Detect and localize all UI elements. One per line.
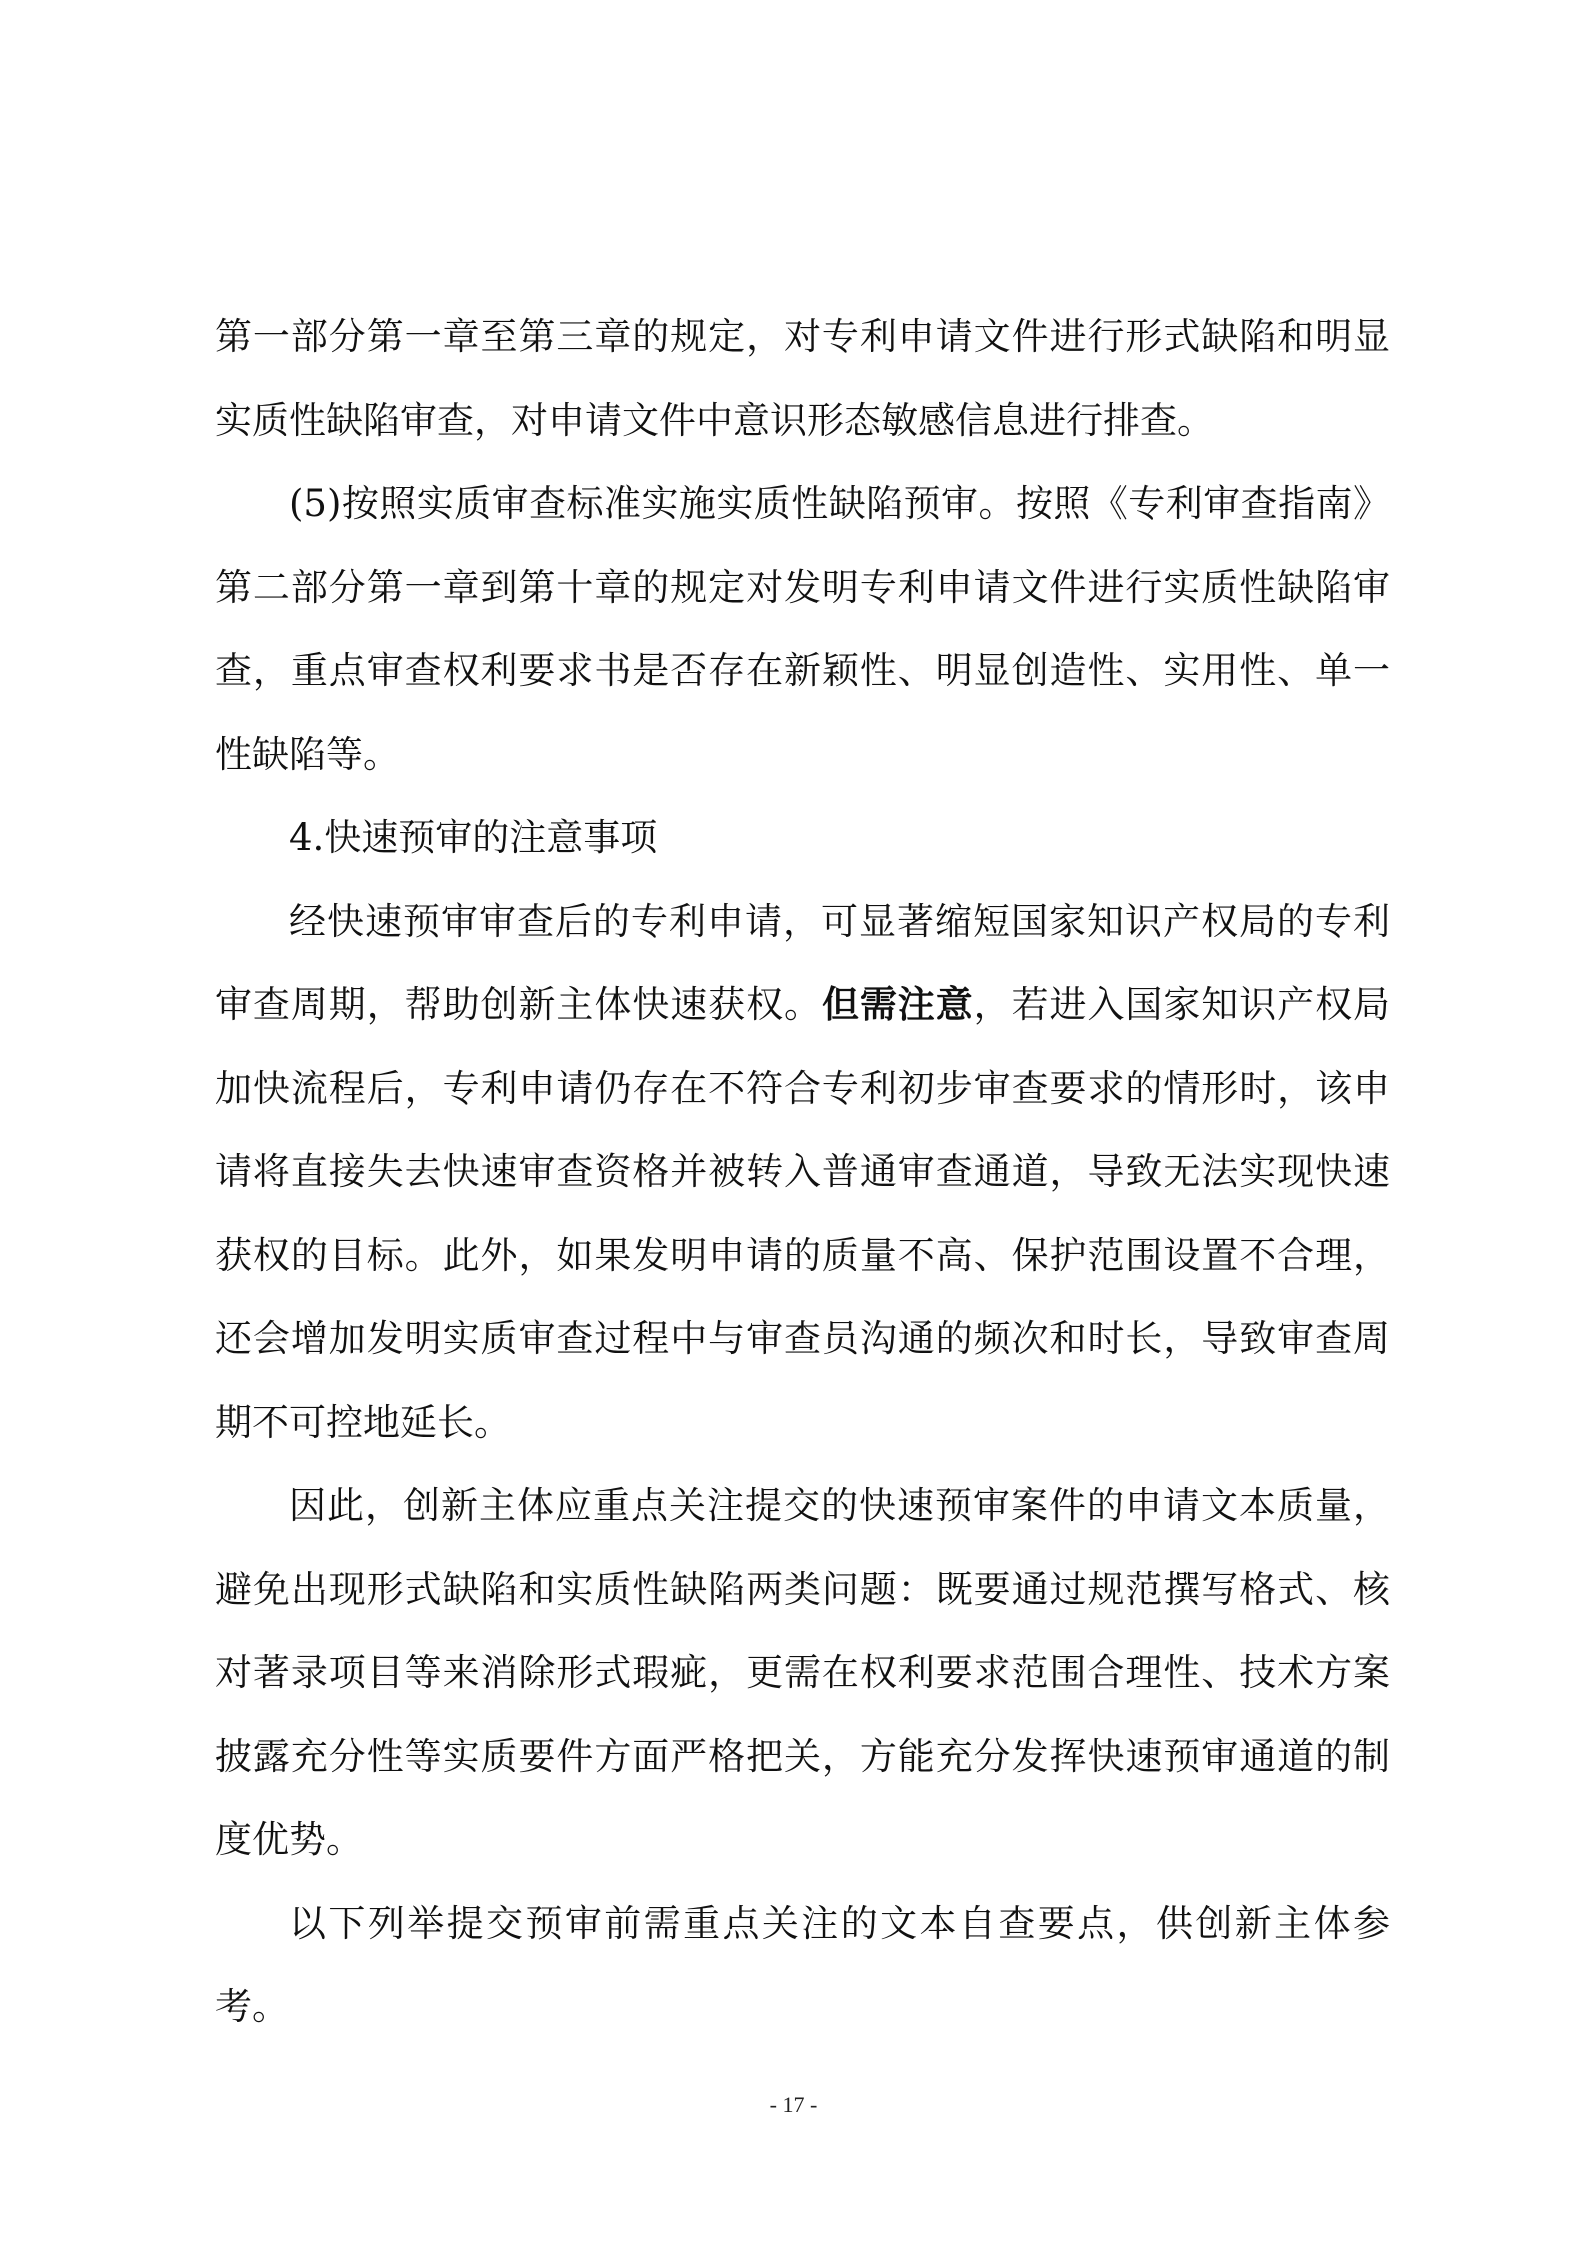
precautions-text-start: 经快速预审审查后的专利申请，可显著缩短国家知识产权局的专利审查周期，帮助创新主体快速获权。 [215,899,1390,1026]
paragraph-continuation: 第一部分第一章至第三章的规定，对专利申请文件进行形式缺陷和明显实质性缺陷审查，对申请文件中意识形态敏感信息进行排查。 [215,315,1390,442]
paragraph-precautions [215,880,1390,1465]
paragraph-quality-focus: 因此，创新主体应重点关注提交的快速预审案件的申请文本质量，避免出现形式缺陷和实质性缺陷两类问题：既要通过规范撰写格式、核对著录项目等来消除形式瑕疵，更需在权利要求范围合理性、技术方案披露充分性等实质要件方面严格把关，方能充分发挥快速预审通道的制度优势。 [215,1484,1390,1861]
precautions-text-end: ，若进入国家知识产权局加快流程后，专利申请仍存在不符合专利初步审查要求的情形时，该申请将直接失去快速审查资格并被转入普通审查通道，导致无法实现快速获权的目标。此外，如果发明申请的质量不高、保护范围设置不合理，还会增加发明实质审查过程中与审查员沟通的频次和时长，导致审查周期不可控地延长。 [215,983,1391,1444]
page-number: - 17 - [769,2092,818,2117]
paragraph-self-check-intro: 以下列举提交预审前需重点关注的文本自查要点，供创新主体参考。 [215,1901,1390,2028]
paragraph-substantive-prereview: (5)按照实质审查标准实施实质性缺陷预审。按照《专利审查指南》第二部分第一章到第十章的规定对发明专利申请文件进行实质性缺陷审查，重点审查权利要求书是否存在新颖性、明显创造性、实用性、单一性缺陷等。 [215,482,1390,776]
body-text [215,295,1390,2049]
emphasis-note: 但需注意 [821,982,974,1026]
section-heading: 4.快速预审的注意事项 [289,816,658,859]
